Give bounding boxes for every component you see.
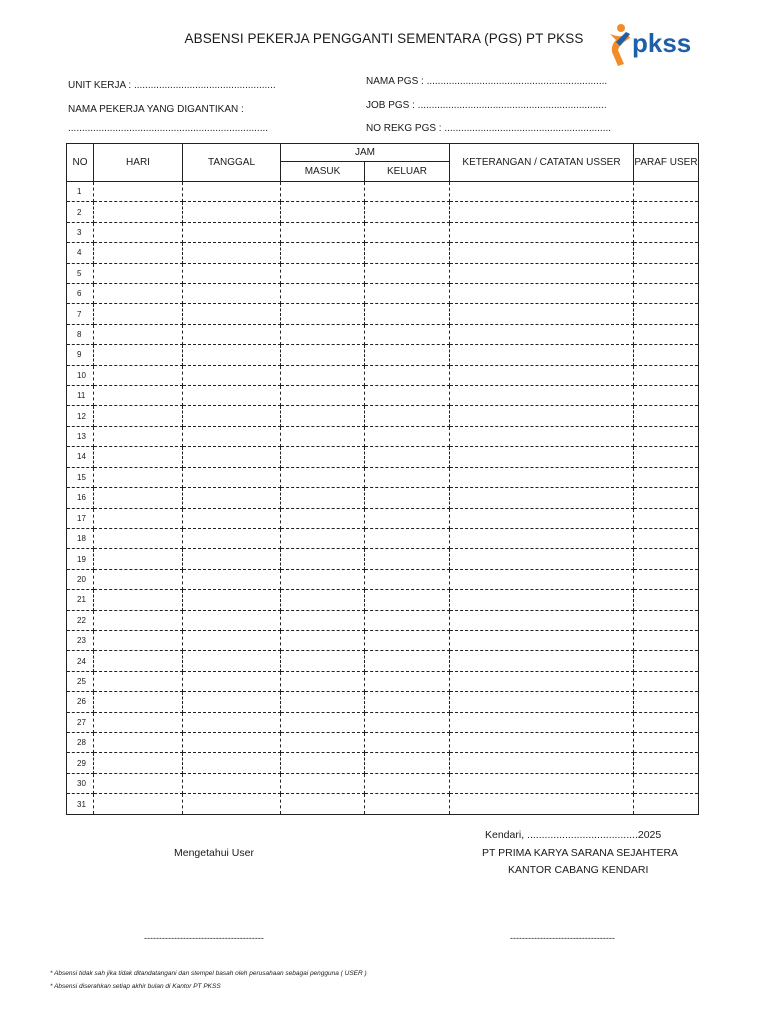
nama-pgs-field: NAMA PGS : ................................................................. [366, 76, 608, 87]
cell-tanggal [183, 732, 281, 752]
cell-keluar [365, 222, 450, 242]
cell-no: 31 [67, 794, 94, 815]
pkss-logo [606, 20, 696, 68]
header-keterangan: KETERANGAN / CATATAN USSER [450, 144, 634, 182]
cell-hari [94, 467, 183, 487]
cell-paraf [634, 263, 699, 283]
table-row [67, 467, 699, 487]
cell-keterangan [450, 304, 634, 324]
note-1: * Absensi tidak sah jika tidak ditandatangani dan stempel basah oleh perusahaan sebagai pengguna ( USER ) [50, 970, 367, 977]
cell-keluar [365, 345, 450, 365]
cell-keluar [365, 610, 450, 630]
header-no: NO [67, 144, 94, 182]
cell-hari [94, 651, 183, 671]
cell-paraf [634, 712, 699, 732]
cell-no: 1 [67, 182, 94, 202]
cell-keluar [365, 284, 450, 304]
cell-paraf [634, 243, 699, 263]
cell-no: 13 [67, 426, 94, 446]
cell-keterangan [450, 508, 634, 528]
cell-keluar [365, 304, 450, 324]
table-row [67, 773, 699, 793]
no-rekg-field: NO REKG PGS : ............................................................ [366, 123, 612, 134]
cell-tanggal [183, 712, 281, 732]
cell-hari [94, 386, 183, 406]
cell-tanggal [183, 630, 281, 650]
logo-head-icon [617, 24, 625, 32]
cell-no: 14 [67, 447, 94, 467]
cell-paraf [634, 692, 699, 712]
cell-keluar [365, 263, 450, 283]
cell-tanggal [183, 284, 281, 304]
cell-masuk [281, 426, 365, 446]
cell-paraf [634, 773, 699, 793]
cell-masuk [281, 528, 365, 548]
cell-hari [94, 182, 183, 202]
cell-paraf [634, 753, 699, 773]
cell-no: 3 [67, 222, 94, 242]
cell-no: 6 [67, 284, 94, 304]
cell-hari [94, 263, 183, 283]
cell-keterangan [450, 692, 634, 712]
left-signature-line: ---------------------------------------- [144, 933, 264, 943]
cell-tanggal [183, 263, 281, 283]
table-row [67, 630, 699, 650]
cell-keluar [365, 692, 450, 712]
cell-keluar [365, 753, 450, 773]
cell-keterangan [450, 712, 634, 732]
cell-keterangan [450, 610, 634, 630]
cell-paraf [634, 569, 699, 589]
cell-keterangan [450, 365, 634, 385]
cell-tanggal [183, 794, 281, 815]
cell-no: 24 [67, 651, 94, 671]
cell-masuk [281, 753, 365, 773]
cell-keterangan [450, 773, 634, 793]
cell-tanggal [183, 426, 281, 446]
right-signature-line: ----------------------------------- [510, 933, 615, 943]
cell-no: 7 [67, 304, 94, 324]
table-row [67, 243, 699, 263]
cell-tanggal [183, 651, 281, 671]
table-row [67, 304, 699, 324]
cell-paraf [634, 508, 699, 528]
header-jam: JAM [281, 144, 450, 162]
cell-keterangan [450, 447, 634, 467]
note-2: * Absensi diserahkan setiap akhir bulan di Kantor PT PKSS [50, 983, 221, 990]
table-row [67, 406, 699, 426]
cell-paraf [634, 202, 699, 222]
cell-keluar [365, 732, 450, 752]
cell-keluar [365, 426, 450, 446]
logo-text: pkss [632, 28, 692, 58]
cell-hari [94, 528, 183, 548]
cell-paraf [634, 528, 699, 548]
cell-keluar [365, 528, 450, 548]
header-masuk: MASUK [281, 162, 365, 182]
branch-name: KANTOR CABANG KENDARI [508, 864, 649, 876]
cell-hari [94, 324, 183, 344]
cell-masuk [281, 222, 365, 242]
table-row [67, 671, 699, 691]
cell-keterangan [450, 671, 634, 691]
cell-hari [94, 508, 183, 528]
cell-keterangan [450, 630, 634, 650]
cell-no: 17 [67, 508, 94, 528]
cell-keluar [365, 202, 450, 222]
cell-tanggal [183, 386, 281, 406]
cell-keterangan [450, 794, 634, 815]
cell-keluar [365, 243, 450, 263]
cell-no: 11 [67, 386, 94, 406]
table-row [67, 692, 699, 712]
cell-no: 28 [67, 732, 94, 752]
cell-hari [94, 732, 183, 752]
cell-no: 20 [67, 569, 94, 589]
table-row [67, 345, 699, 365]
cell-tanggal [183, 324, 281, 344]
cell-keterangan [450, 202, 634, 222]
cell-keluar [365, 508, 450, 528]
cell-no: 27 [67, 712, 94, 732]
cell-no: 23 [67, 630, 94, 650]
cell-paraf [634, 549, 699, 569]
attendance-table [66, 143, 699, 815]
cell-tanggal [183, 773, 281, 793]
cell-hari [94, 590, 183, 610]
cell-tanggal [183, 590, 281, 610]
cell-paraf [634, 732, 699, 752]
cell-masuk [281, 386, 365, 406]
cell-keluar [365, 569, 450, 589]
cell-hari [94, 243, 183, 263]
cell-hari [94, 549, 183, 569]
cell-no: 8 [67, 324, 94, 344]
cell-tanggal [183, 222, 281, 242]
cell-keluar [365, 488, 450, 508]
cell-keluar [365, 773, 450, 793]
cell-no: 21 [67, 590, 94, 610]
table-row [67, 324, 699, 344]
table-row [67, 794, 699, 815]
cell-keterangan [450, 386, 634, 406]
cell-hari [94, 794, 183, 815]
cell-paraf [634, 304, 699, 324]
header-paraf: PARAF USER [634, 144, 699, 182]
cell-no: 15 [67, 467, 94, 487]
cell-masuk [281, 182, 365, 202]
cell-masuk [281, 671, 365, 691]
cell-tanggal [183, 345, 281, 365]
cell-keterangan [450, 590, 634, 610]
cell-no: 12 [67, 406, 94, 426]
cell-masuk [281, 365, 365, 385]
cell-hari [94, 304, 183, 324]
table-row [67, 712, 699, 732]
cell-keluar [365, 406, 450, 426]
cell-paraf [634, 794, 699, 815]
cell-hari [94, 345, 183, 365]
cell-keluar [365, 549, 450, 569]
cell-no: 4 [67, 243, 94, 263]
cell-no: 29 [67, 753, 94, 773]
cell-no: 2 [67, 202, 94, 222]
cell-keluar [365, 590, 450, 610]
cell-no: 25 [67, 671, 94, 691]
cell-keluar [365, 467, 450, 487]
table-row [67, 549, 699, 569]
cell-no: 5 [67, 263, 94, 283]
cell-keterangan [450, 651, 634, 671]
cell-hari [94, 692, 183, 712]
cell-hari [94, 671, 183, 691]
header-hari: HARI [94, 144, 183, 182]
cell-tanggal [183, 671, 281, 691]
cell-paraf [634, 590, 699, 610]
cell-hari [94, 365, 183, 385]
cell-hari [94, 753, 183, 773]
cell-masuk [281, 590, 365, 610]
cell-tanggal [183, 569, 281, 589]
cell-keterangan [450, 263, 634, 283]
cell-no: 22 [67, 610, 94, 630]
cell-keluar [365, 651, 450, 671]
cell-masuk [281, 610, 365, 630]
cell-masuk [281, 263, 365, 283]
cell-keterangan [450, 488, 634, 508]
cell-masuk [281, 569, 365, 589]
table-row [67, 263, 699, 283]
cell-paraf [634, 488, 699, 508]
cell-keterangan [450, 528, 634, 548]
cell-paraf [634, 182, 699, 202]
job-pgs-field: JOB PGS : .................................................................... [366, 100, 607, 111]
cell-keterangan [450, 426, 634, 446]
cell-masuk [281, 345, 365, 365]
table-row [67, 222, 699, 242]
cell-keterangan [450, 549, 634, 569]
cell-paraf [634, 365, 699, 385]
table-row [67, 528, 699, 548]
table-row [67, 202, 699, 222]
cell-keterangan [450, 467, 634, 487]
cell-masuk [281, 488, 365, 508]
cell-tanggal [183, 182, 281, 202]
cell-hari [94, 630, 183, 650]
table-row [67, 182, 699, 202]
cell-hari [94, 712, 183, 732]
table-row [67, 610, 699, 630]
cell-tanggal [183, 365, 281, 385]
cell-tanggal [183, 304, 281, 324]
cell-tanggal [183, 528, 281, 548]
cell-keterangan [450, 222, 634, 242]
cell-no: 9 [67, 345, 94, 365]
cell-no: 26 [67, 692, 94, 712]
cell-no: 19 [67, 549, 94, 569]
cell-hari [94, 569, 183, 589]
nama-pekerja-label: NAMA PEKERJA YANG DIGANTIKAN : [68, 104, 244, 115]
cell-masuk [281, 630, 365, 650]
cell-keluar [365, 365, 450, 385]
cell-no: 30 [67, 773, 94, 793]
cell-hari [94, 773, 183, 793]
table-row [67, 508, 699, 528]
table-row [67, 488, 699, 508]
cell-keterangan [450, 284, 634, 304]
cell-masuk [281, 284, 365, 304]
table-row [67, 753, 699, 773]
page-title: ABSENSI PEKERJA PENGGANTI SEMENTARA (PGS) PT PKSS [184, 31, 584, 46]
cell-tanggal [183, 406, 281, 426]
header-tanggal: TANGGAL [183, 144, 281, 182]
table-row [67, 386, 699, 406]
cell-tanggal [183, 610, 281, 630]
table-row [67, 426, 699, 446]
cell-keterangan [450, 324, 634, 344]
cell-masuk [281, 406, 365, 426]
cell-paraf [634, 386, 699, 406]
cell-tanggal [183, 447, 281, 467]
cell-keterangan [450, 569, 634, 589]
cell-keterangan [450, 345, 634, 365]
cell-tanggal [183, 692, 281, 712]
cell-masuk [281, 773, 365, 793]
cell-keterangan [450, 182, 634, 202]
cell-hari [94, 610, 183, 630]
cell-masuk [281, 304, 365, 324]
cell-keterangan [450, 753, 634, 773]
mengetahui-user-label: Mengetahui User [174, 847, 254, 859]
cell-paraf [634, 610, 699, 630]
cell-keterangan [450, 732, 634, 752]
cell-masuk [281, 651, 365, 671]
cell-no: 10 [67, 365, 94, 385]
cell-paraf [634, 447, 699, 467]
cell-hari [94, 284, 183, 304]
cell-tanggal [183, 753, 281, 773]
cell-tanggal [183, 467, 281, 487]
cell-hari [94, 447, 183, 467]
cell-paraf [634, 630, 699, 650]
cell-keluar [365, 324, 450, 344]
cell-keluar [365, 794, 450, 815]
cell-hari [94, 426, 183, 446]
cell-masuk [281, 324, 365, 344]
table-row [67, 651, 699, 671]
table-row [67, 569, 699, 589]
cell-no: 18 [67, 528, 94, 548]
unit-kerja-field: UNIT KERJA : ................................................... [68, 80, 276, 91]
cell-masuk [281, 202, 365, 222]
table-row [67, 732, 699, 752]
company-name: PT PRIMA KARYA SARANA SEJAHTERA [482, 847, 679, 859]
date-line: Kendari, ......................................2025 [485, 829, 662, 841]
cell-paraf [634, 671, 699, 691]
cell-masuk [281, 794, 365, 815]
cell-hari [94, 406, 183, 426]
cell-hari [94, 222, 183, 242]
cell-paraf [634, 345, 699, 365]
cell-masuk [281, 243, 365, 263]
table-row [67, 447, 699, 467]
cell-tanggal [183, 243, 281, 263]
cell-tanggal [183, 488, 281, 508]
cell-tanggal [183, 508, 281, 528]
cell-keluar [365, 182, 450, 202]
cell-keluar [365, 630, 450, 650]
cell-masuk [281, 712, 365, 732]
nama-pekerja-line: ........................................................................ [68, 123, 269, 134]
cell-hari [94, 202, 183, 222]
cell-paraf [634, 406, 699, 426]
cell-masuk [281, 692, 365, 712]
cell-tanggal [183, 202, 281, 222]
cell-paraf [634, 651, 699, 671]
table-row [67, 284, 699, 304]
cell-masuk [281, 447, 365, 467]
cell-masuk [281, 549, 365, 569]
cell-masuk [281, 508, 365, 528]
cell-tanggal [183, 549, 281, 569]
table-row [67, 365, 699, 385]
cell-masuk [281, 732, 365, 752]
cell-keluar [365, 712, 450, 732]
cell-no: 16 [67, 488, 94, 508]
cell-keluar [365, 671, 450, 691]
cell-keterangan [450, 243, 634, 263]
cell-paraf [634, 467, 699, 487]
cell-paraf [634, 426, 699, 446]
table-row [67, 590, 699, 610]
cell-masuk [281, 467, 365, 487]
cell-keluar [365, 447, 450, 467]
cell-keluar [365, 386, 450, 406]
cell-paraf [634, 324, 699, 344]
cell-keterangan [450, 406, 634, 426]
cell-paraf [634, 284, 699, 304]
cell-hari [94, 488, 183, 508]
header-keluar: KELUAR [365, 162, 450, 182]
cell-paraf [634, 222, 699, 242]
